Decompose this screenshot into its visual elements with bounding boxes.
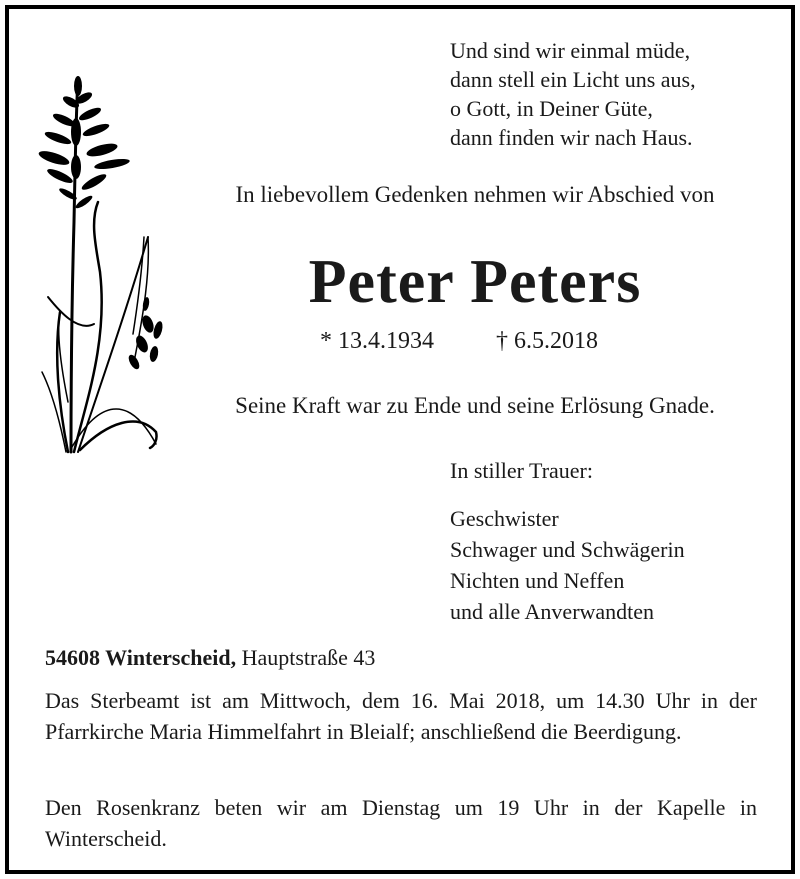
intro-text: In liebevollem Gedenken nehmen wir Abschied von xyxy=(235,182,715,207)
poem-line: o Gott, in Deiner Güte, xyxy=(450,96,653,121)
memorial-quote: Seine Kraft war zu Ende und seine Erlösung Gnade. xyxy=(235,393,715,418)
funeral-notice: Das Sterbeamt ist am Mittwoch, dem 16. Mai 2018, um 14.30 Uhr in der Pfarrkirche Maria Himmelfahrt in Bleialf; anschließend die Beerdigung. xyxy=(45,688,757,744)
mourning-heading: In stiller Trauer: xyxy=(450,458,593,483)
mourners-list xyxy=(450,503,780,627)
poem-line: dann stell ein Licht uns aus, xyxy=(450,67,696,92)
poem-line: Und sind wir einmal müde, xyxy=(450,38,691,63)
mourner-item: Nichten und Neffen xyxy=(450,568,625,593)
death-date: † 6.5.2018 xyxy=(496,328,598,354)
address xyxy=(45,645,375,671)
life-dates xyxy=(320,328,640,355)
birth-date: * 13.4.1934 xyxy=(320,328,434,354)
deceased-name: Peter Peters xyxy=(308,248,642,316)
poem xyxy=(450,36,770,152)
address-street: Hauptstraße 43 xyxy=(241,645,376,670)
mourner-item: Geschwister xyxy=(450,506,559,531)
poem-line: dann finden wir nach Haus. xyxy=(450,125,693,150)
mourner-item: und alle Anverwandten xyxy=(450,599,655,624)
address-place: 54608 Winterscheid, xyxy=(45,645,237,670)
mourner-item: Schwager und Schwägerin xyxy=(450,537,685,562)
rosary-notice: Den Rosenkranz beten wir am Dienstag um 19 Uhr in der Kapelle in Winterscheid. xyxy=(45,795,757,851)
